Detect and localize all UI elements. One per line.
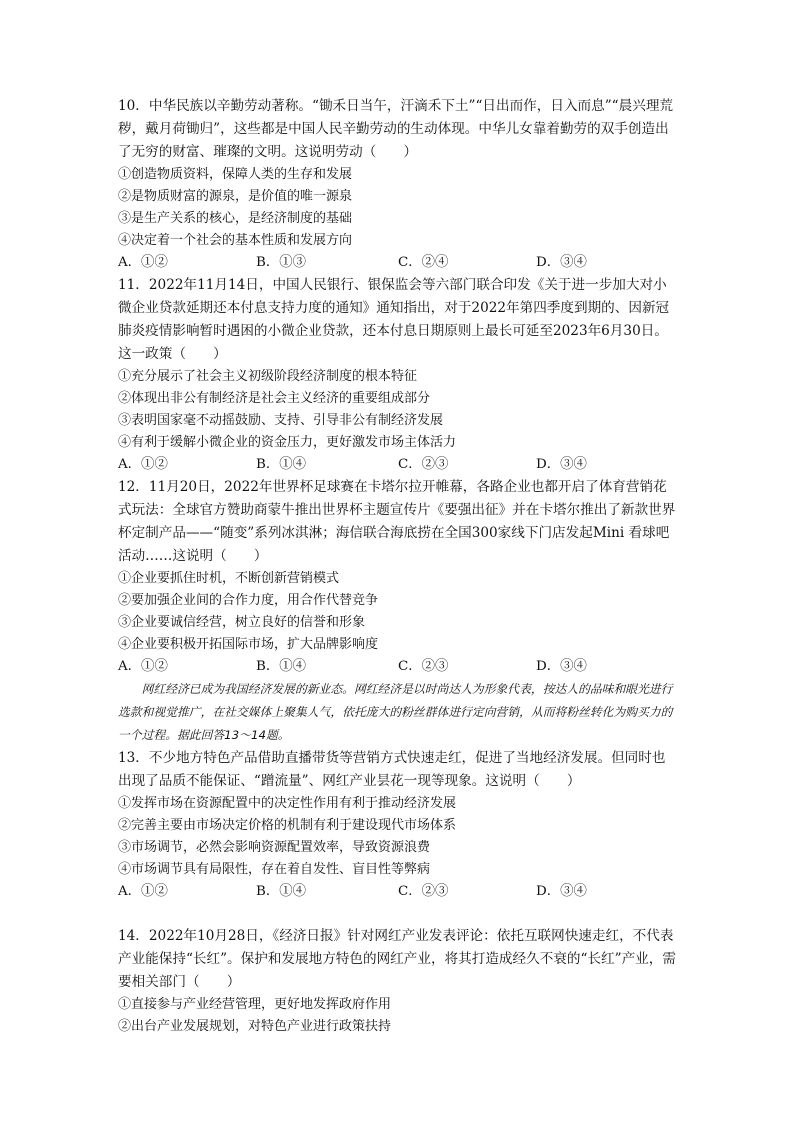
question-13	[118, 747, 678, 903]
choice-a: A．①②	[118, 457, 168, 472]
question-14	[118, 925, 678, 1038]
statement-option: ③是生产关系的核心，是经济制度的基础	[118, 211, 353, 226]
statement-option: ④市场调节具有局限性，存在着自发性、盲目性等弊病	[118, 862, 431, 877]
question-12	[118, 476, 678, 678]
choice-a: A．①②	[118, 255, 168, 270]
exam-page	[118, 95, 678, 1038]
question-stem: 14．2022年10月28日，《经济日报》针对网红产业发表评论：依托互联网快速走红，不代表产业能保持“长红”。保护和发展地方特色的网红产业，将其打造成经久不衰的“长红”产业，需要相关部门（ ）	[118, 928, 676, 990]
statement-option: ①充分展示了社会主义初级阶段经济制度的根本特征	[118, 369, 418, 384]
choice-d: D．③④	[536, 255, 587, 270]
question-11	[118, 274, 678, 476]
statement-option: ②要加强企业间的合作力度，用合作代替竞争	[118, 593, 379, 608]
statement-option: ④企业要积极开拓国际市场，扩大品牌影响度	[118, 637, 379, 652]
choice-b: B．①④	[256, 457, 307, 472]
statement-option: ①发挥市场在资源配置中的决定性作用有利于推动经济发展	[118, 796, 457, 811]
statement-option: ③表明国家毫不动摇鼓励、支持、引导非公有制经济发展	[118, 413, 444, 428]
answer-choices	[118, 454, 678, 476]
choice-d: D．③④	[536, 457, 587, 472]
choice-b: B．①③	[256, 255, 307, 270]
choice-c: C．②③	[398, 457, 449, 472]
choice-c: C．②④	[398, 255, 449, 270]
statement-option: ③企业要诚信经营，树立良好的信誉和形象	[118, 615, 366, 630]
statement-option: ①直接参与产业经营管理，更好地发挥政府作用	[118, 997, 392, 1012]
question-10	[118, 95, 678, 274]
statement-option: ①企业要抓住时机，不断创新营销模式	[118, 571, 340, 586]
choice-a: A．①②	[118, 659, 168, 674]
answer-choices	[118, 252, 678, 274]
choice-c: C．②③	[398, 659, 449, 674]
statement-option: ②是物质财富的源泉，是价值的唯一源泉	[118, 189, 353, 204]
answer-choices	[118, 881, 678, 903]
choice-d: D．③④	[536, 884, 587, 899]
spacer	[118, 903, 678, 925]
statement-option: ④有利于缓解小微企业的资金压力，更好激发市场主体活力	[118, 435, 457, 450]
choice-b: B．①④	[256, 659, 307, 674]
statement-option: ③市场调节，必然会影响资源配置效率，导致资源浪费	[118, 840, 431, 855]
statement-option: ①创造物质资料，保障人类的生存和发展	[118, 167, 353, 182]
answer-choices	[118, 656, 678, 678]
choice-b: B．①④	[256, 884, 307, 899]
statement-option: ②完善主要由市场决定价格的机制有利于建设现代市场体系	[118, 818, 457, 833]
reading-material: 网红经济已成为我国经济发展的新业态。网红经济是以时尚达人为形象代表，按达人的品味和眼光进行选款和视觉推广，在社交媒体上聚集人气，依托庞大的粉丝群体进行定向营销，从而将粉丝转化为购买力的一个过程。据此回答13～14题。	[118, 682, 673, 742]
choice-a: A．①②	[118, 884, 168, 899]
statement-option: ②体现出非公有制经济是社会主义经济的重要组成部分	[118, 391, 431, 406]
statement-option: ④决定着一个社会的基本性质和发展方向	[118, 233, 353, 248]
question-stem: 13．不少地方特色产品借助直播带货等营销方式快速走红，促进了当地经济发展。但同时也出现了品质不能保证、“蹭流量”、网红产业昙花一现等现象。这说明（ ）	[118, 750, 666, 789]
question-stem: 12．11月20日，2022年世界杯足球赛在卡塔尔拉开帷幕，各路企业也都开启了体育营销花式玩法：全球官方赞助商蒙牛推出世界杯主题宣传片《要强出征》并在卡塔尔推出了新款世界杯定制产品——“随变”系列冰淇淋；海信联合海底捞在全国300家线下门店发起Mini 看球吧活动……这说明（ ）	[118, 479, 676, 564]
choice-d: D．③④	[536, 659, 587, 674]
question-stem: 10．中华民族以辛勤劳动著称。“锄禾日当午，汗滴禾下土”“日出而作，日入而息”“晨兴理荒秽，戴月荷锄归”，这些都是中国人民辛勤劳动的生动体现。中华儿女靠着勤劳的双手创造出了无穷的财富、璀璨的文明。这说明劳动（ ）	[118, 98, 674, 160]
question-stem: 11．2022年11月14日，中国人民银行、银保监会等六部门联合印发《关于进一步加大对小微企业贷款延期还本付息支持力度的通知》通知指出，对于2022年第四季度到期的、因新冠肺炎疫情影响暂时遇困的小微企业贷款，还本付息日期原则上最长可延至2023年6月30日。这一政策（ ）	[118, 277, 670, 362]
choice-c: C．②③	[398, 884, 449, 899]
statement-option: ②出台产业发展规划，对特色产业进行政策扶持	[118, 1019, 392, 1034]
